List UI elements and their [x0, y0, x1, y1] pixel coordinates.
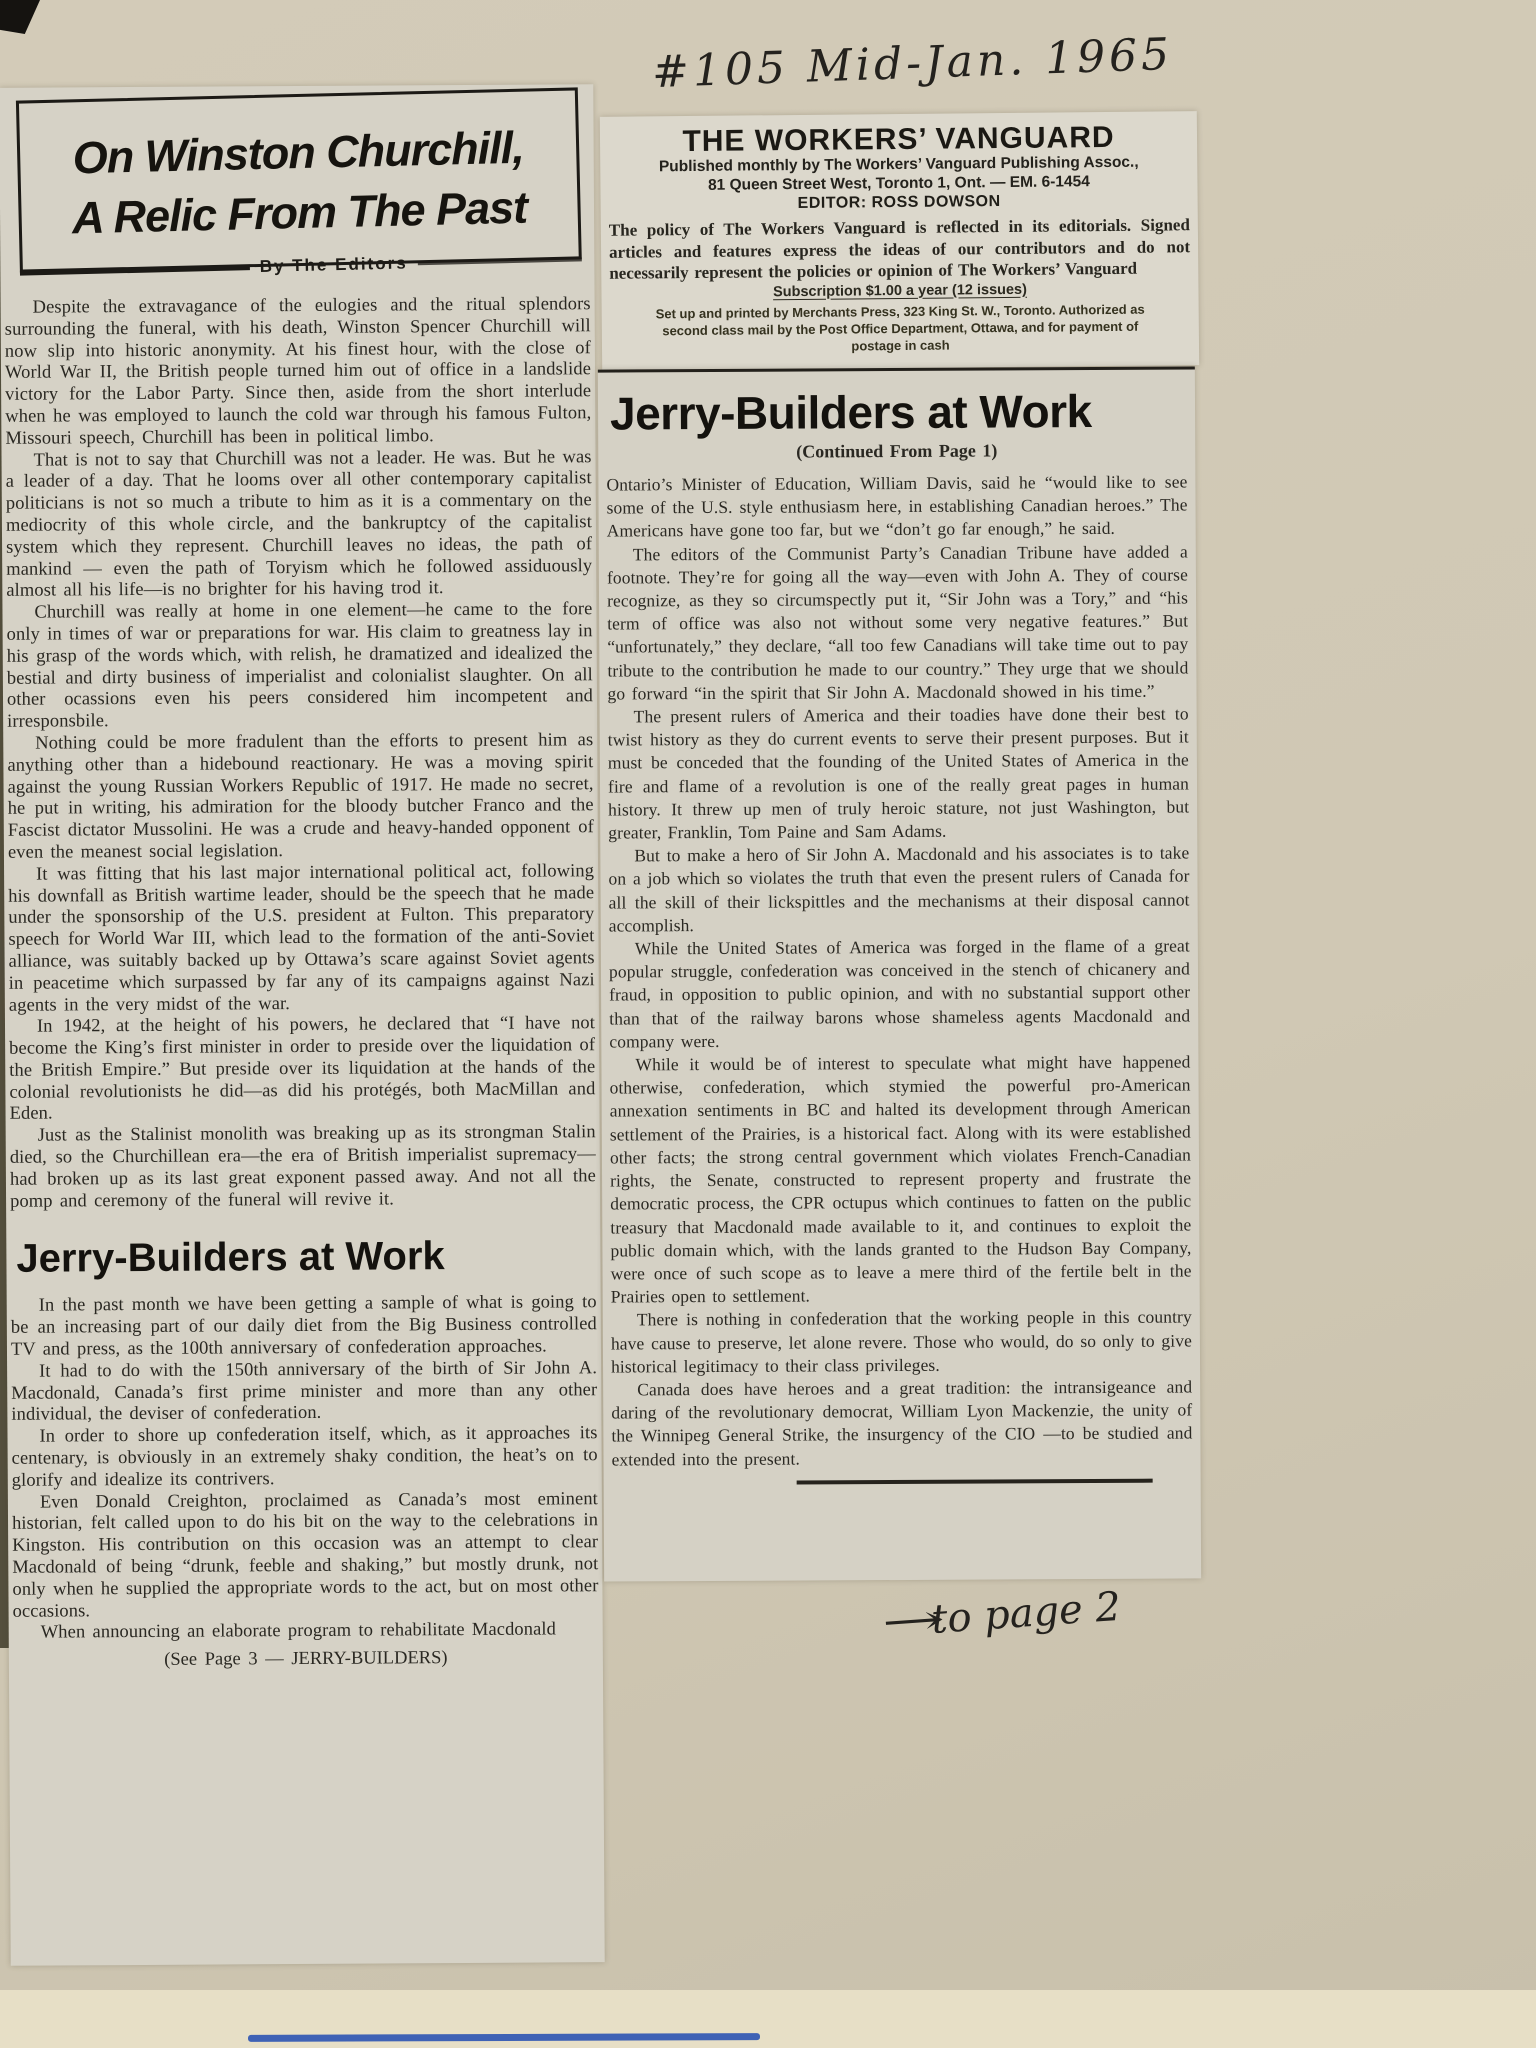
- masthead-editor-line: EDITOR: ROSS DOWSON: [797, 193, 1001, 212]
- handwritten-issue-note: #105 Mid-Jan. 1965: [651, 28, 1174, 99]
- article-paragraph: Ontario’s Minister of Education, William Davis, said he “would like to see some of the U.S. style enthusiasm here, in establishing Canadian heroes.” The Americans have gone too far, but we “don’t go far enough,” he said.: [606, 471, 1188, 541]
- jerry-builders-heading-left: Jerry-Builders at Work: [16, 1234, 445, 1282]
- article-paragraph: Even Donald Creighton, proclaimed as Canada’s most eminent historian, felt called upon to do his bit on the way to the celebrations in Kingston. His contribution on this occasion was an attempt to clear Macdonald of being “drunk, feeble and shaking,” but mostly drunk, not only when he supplied the appropriate words to the act, but on most other occasions.: [11, 1488, 599, 1622]
- handwritten-to-page-note: [880, 1583, 1123, 1647]
- scan-corner-mark: [0, 0, 40, 34]
- article-paragraph: Just as the Stalinist monolith was breaking up as its strongman Stalin died, so the Churchillean era—the era of British imperialist supremacy—had broken up as its last great exponent passed away. And not all the pomp and ceremony of the funeral will revive it.: [9, 1122, 596, 1212]
- byline-rule-right: [418, 257, 582, 265]
- article-paragraph: But to make a hero of Sir John A. Macdonald and his associates is to take on a job which so violates the truth that even the present rulers of Canada for all the skill of their lickspittles and the mechanisms at their disposal cannot accomplish.: [608, 842, 1190, 936]
- article-paragraph: In the past month we have been getting a sample of what is going to be an increasing part of our daily diet from the Big Business controlled TV and press, as the 100th anniversary of confederation approaches.: [10, 1292, 597, 1360]
- article-paragraph: Churchill was really at home in one element—he came to the fore only in times of war or preparations for war. His claim to greatness lay in his grasp of the words which, with relish, he dramatized and idealized the bestial and dirty business of imperialist and colonialist slaughter. On all other ocassions even his peers considered him incompetent and irresponsbile.: [6, 599, 594, 732]
- masthead-publisher-line: Published monthly by The Workers’ Vanguard Publishing Assoc.,: [658, 153, 1139, 176]
- headline-line2: A Relic From The Past: [71, 181, 528, 244]
- see-page-note: (See Page 3 — JERRY-BUILDERS): [164, 1648, 448, 1671]
- churchill-article-clipping: [0, 84, 605, 1966]
- byline: By The Editors: [259, 253, 408, 276]
- jerry-builders-heading-right: Jerry-Builders at Work: [609, 384, 1092, 440]
- article-paragraph: The editors of the Communist Party’s Canadian Tribune have added a footnote. They’re for going all the way—even with John A. They of course recognize, as they so circumspectly put it, “Sir John was a Tory,” and “his term of office was also not without some very negative features.” But “unfortunately,” they declare, “all too few Canadians will take time out to pay tribute to the contribution he made to our country.” They urge that we should go forward “in the spirit that Sir John A. Macdonald showed in his time.”: [606, 541, 1189, 704]
- article-paragraph: Nothing could be more fradulent than the efforts to present him as anything other than a hidebound reactionary. He was a moving spirit against the young Russian Workers Republic of 1917. He made no secret, he put in writing, his admiration for the bloody butcher Franco and the Fascist dictator Mussolini. He was a crude and heavy-handed opponent of even the meanest social legislation.: [7, 730, 594, 863]
- jerry-builders-left-body: [11, 1293, 599, 1645]
- headline-line1: On Winston Churchill,: [72, 121, 525, 184]
- article-paragraph: While the United States of America was forged in the flame of a great popular struggle, confederation was conceived in the stench of chicanery and fraud, in opposition to public opinion, and with no substantial support other than that of the railway barons whose shameless agents Macdonald and company were.: [608, 935, 1191, 1052]
- article-paragraph: The present rulers of America and their toadies have done their best to twist history as they do current events to serve their present purposes. But it must be conceded that the founding of the United States of America in the fire and flame of a revolution is one of the really great pages in human history. It threw up men of truly heroic stature, not just Washington, but greater, Franklin, Tom Paine and Sam Adams.: [607, 703, 1190, 843]
- masthead-policy-text: The policy of The Workers Vanguard is reflected in its editorials. Signed articles and features express the ideas of our contributors and do not necessarily represent the policies or opinion of The Workers’ Vanguard: [608, 215, 1191, 283]
- article-paragraph: That is not to say that Churchill was not a leader. He was. But he was a leader of a day. That he looms over all other contemporary capitalist politicians is not so much a tribute to him as it is a commentary on the mediocrity of this whole circle, and the bankruptcy of the capitalist system which they represent. Churchill leaves no ideas, the path of mankind — even the path of Toryism which he followed assiduously almost all his life—is no brighter for his having trod it.: [5, 446, 593, 602]
- article-paragraph: When announcing an elaborate program to rehabilitate Macdonald: [40, 1619, 557, 1644]
- jerry-builders-right-body: [606, 470, 1192, 1471]
- headline-box: [16, 87, 582, 276]
- churchill-article-body: [5, 294, 597, 1213]
- article-paragraph: Canada does have heroes and a great tradition: the intransigeance and daring of the revolutionary democrat, William Lyon Mackenzie, the unity of the Winnipeg General Strike, the insurgency of the CIO —to be studied and extended into the present.: [611, 1376, 1193, 1470]
- article-paragraph: It had to do with the 150th anniversary of the birth of Sir John A. Macdonald, Canada’s first prime minister and more than any other individual, the deviser of confederation.: [11, 1358, 598, 1426]
- masthead-address-line: 81 Queen Street West, Toronto 1, Ont. — EM. 6-1454: [707, 172, 1090, 194]
- masthead-clipping: [600, 111, 1199, 371]
- article-paragraph: While it would be of interest to speculate what might have happened otherwise, confederation, which stymied the powerful pro-American annexation sentiments in BC and halted its development through American settlement of the Prairies, is a historical fact. Along with its were established other facts; the strong central government which violates French-Canadian rights, the Senate, constructed to represent property and frustrate the democratic process, the CPR octupus which continues to fatten on the public treasury that Macdonald made available to it, and continues to exploit the public domain which, with the lands granted to the Hudson Bay Company, were once of such scope as to leave a mere third of the fertile belt in the Prairies open to settlement.: [609, 1051, 1192, 1307]
- continued-from-note: (Continued From Page 1): [796, 440, 998, 462]
- handwritten-to-page-text: to page 2: [929, 1583, 1123, 1643]
- masthead-title: THE WORKERS’ VANGUARD: [682, 120, 1115, 159]
- masthead-subscription-line: Subscription $1.00 a year (12 issues): [772, 281, 1027, 300]
- article-end-rule: [797, 1478, 1153, 1484]
- masthead-printer-note: Set up and printed by Merchants Press, 323 King St. W., Toronto. Authorized as second class mail by the Post Office Department, Ottawa, and for payment of postage in cash: [655, 301, 1145, 353]
- byline-row: [20, 249, 582, 282]
- backing-paper-strip: [0, 1990, 1536, 2048]
- article-paragraph: In 1942, at the height of his powers, he declared that “I have not become the King’s first minister in order to preside over the liquidation of the British Empire.” But preside over its liquidation at the hands of the colonial revolutionists he did—as did his protégés, both MacMillan and Eden.: [9, 1013, 596, 1125]
- byline-rule-left: [20, 265, 250, 275]
- article-paragraph: In order to shore up confederation itself, which, as it approaches its centenary, is obviously in an extremely shaky condition, the heat’s on to glorify and idealize its contrivers.: [11, 1423, 598, 1491]
- handwritten-arrow: →: [880, 1596, 947, 1647]
- jerry-builders-continued-clipping: [598, 366, 1201, 1581]
- article-paragraph: It was fitting that his last major international political act, following his downfall as British wartime leader, should be the speech that he made under the sponsorship of the U.S. president at Fulton. This preparatory speech for World War III, which lead to the formation of the anti-Soviet alliance, was suitably backed up by Ottawa’s scare against Soviet agents in peacetime which surpassed by far any of its campaigns against Nazi agents in the very midst of the war.: [8, 860, 595, 1016]
- article-paragraph: Despite the extravagance of the eulogies and the ritual splendors surrounding the funeral, with his death, Winston Spencer Churchill will now slip into historic anonymity. At his finest hour, with the close of World War II, the British people turned him out of office in a landslide victory for the Labor Party. Since then, aside from the short interlude when he was employed to launch the cold war through his famous Fulton, Missouri speech, Churchill has been in political limbo.: [4, 294, 592, 449]
- article-paragraph: There is nothing in confederation that the working people in this country have cause to preserve, let alone revere. Those who would, do so only to give historical legitimacy to their class privileges.: [610, 1306, 1192, 1377]
